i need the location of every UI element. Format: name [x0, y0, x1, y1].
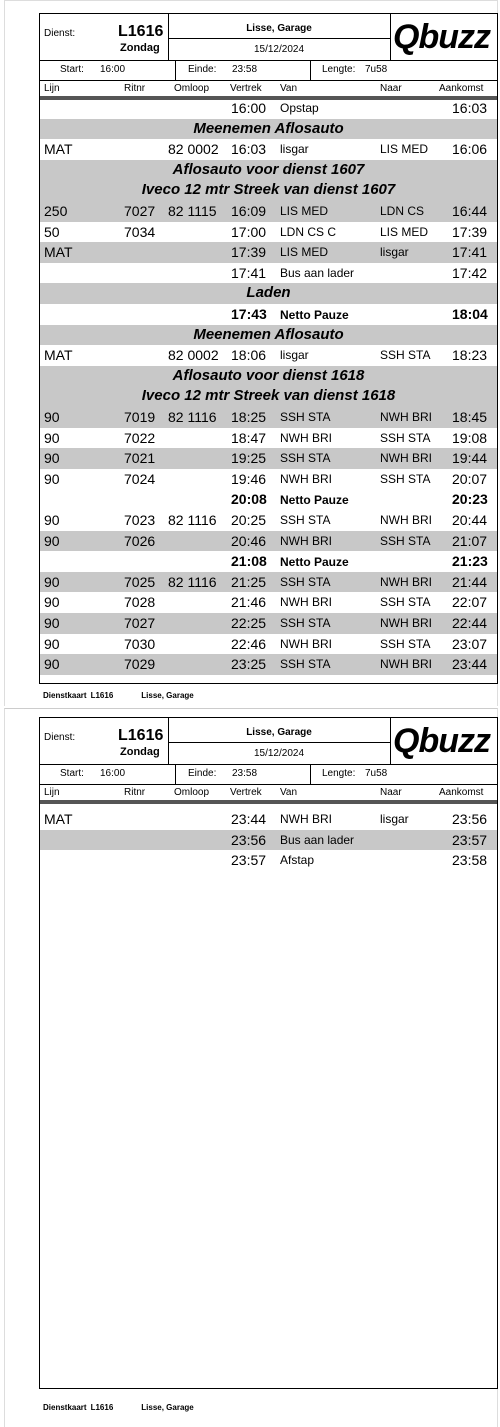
omloop-cell: 82 1115 — [168, 203, 217, 219]
omloop-cell: 82 1116 — [168, 512, 217, 528]
section-title: Meenemen Aflosauto — [193, 119, 344, 137]
trip-row — [40, 531, 497, 552]
van-cell: lisgar — [280, 348, 309, 363]
naar-cell: SSH STA — [380, 430, 431, 445]
naar-cell: LDN CS — [380, 204, 425, 218]
col-ritnr: Ritnr — [124, 83, 146, 94]
van-cell: SSH STA — [280, 657, 331, 672]
trip-row — [40, 242, 497, 263]
trip-row — [40, 654, 497, 675]
van-cell: NWH BRI — [280, 471, 332, 486]
aankomst-cell: 21:07 — [452, 532, 488, 549]
aankomst-cell: 18:23 — [452, 347, 488, 364]
lijn-cell: MAT — [44, 141, 73, 158]
vertrek-cell: 23:25 — [231, 656, 267, 673]
van-cell: lisgar — [280, 142, 309, 157]
naar-cell: NWH BRI — [380, 657, 432, 672]
footer-label: Dienstkaart — [43, 691, 87, 700]
pause-start: 21:08 — [231, 553, 267, 570]
col-naar: Naar — [380, 83, 402, 94]
footer-dienst: L1616 — [90, 691, 114, 700]
naar-cell: NWH BRI — [380, 451, 432, 466]
aankomst-cell: 16:06 — [452, 141, 488, 158]
start-value: 16:00 — [100, 768, 126, 779]
van-cell: SSH STA — [280, 410, 331, 424]
aankomst-cell: 19:44 — [452, 450, 488, 467]
van-cell: LIS MED — [280, 204, 329, 218]
col-van: Van — [280, 787, 298, 798]
vertrek-cell: 16:09 — [231, 203, 267, 219]
van-cell: NWH BRI — [280, 812, 332, 826]
col-aankomst: Aankomst — [439, 787, 484, 798]
trip-row — [40, 98, 497, 119]
col-omloop: Omloop — [174, 787, 210, 798]
vertrek-cell: 16:03 — [231, 141, 267, 158]
van-cell: NWH BRI — [280, 595, 332, 610]
section-title: Meenemen Aflosauto — [193, 325, 344, 343]
card-header — [40, 14, 497, 74]
trip-row — [40, 613, 497, 634]
col-vertrek: Vertrek — [230, 787, 262, 798]
start-label: Start: — [60, 768, 84, 779]
footer-label: Dienstkaart — [43, 1403, 87, 1412]
naar-cell: SSH STA — [380, 533, 431, 548]
lengte-label: Lengte: — [322, 768, 356, 779]
trip-row — [40, 850, 497, 871]
card-header — [40, 718, 497, 778]
trip-row — [40, 407, 497, 428]
pause-row — [40, 489, 497, 510]
vertrek-cell: 23:56 — [231, 831, 267, 848]
naar-cell: LIS MED — [380, 224, 429, 239]
naar-cell: NWH BRI — [380, 616, 432, 630]
lijn-cell: 90 — [44, 429, 60, 446]
pause-row — [40, 304, 497, 325]
vertrek-cell: 18:25 — [231, 409, 267, 425]
ritnr-cell: 7022 — [124, 429, 156, 446]
lijn-cell: MAT — [44, 811, 73, 827]
aankomst-cell: 17:39 — [452, 223, 488, 240]
dienst-code: L1616 — [118, 727, 164, 744]
vertrek-cell: 20:25 — [231, 512, 267, 528]
vertrek-cell: 22:25 — [231, 615, 267, 631]
trip-row — [40, 139, 497, 160]
dienst-code: L1616 — [118, 23, 164, 40]
col-lijn: Lijn — [44, 83, 60, 94]
lijn-cell: 90 — [44, 409, 60, 425]
ritnr-cell: 7028 — [124, 594, 156, 611]
vertrek-cell: 17:41 — [231, 264, 267, 281]
footer-dienst: L1616 — [90, 1403, 114, 1412]
vertrek-cell: 22:46 — [231, 635, 267, 652]
aankomst-cell: 16:44 — [452, 203, 488, 219]
lijn-cell: 90 — [44, 532, 60, 549]
section-title: Iveco 12 mtr Streek van dienst 1607 — [141, 181, 396, 199]
footer-locatie: Lisse, Garage — [141, 691, 194, 700]
col-van: Van — [280, 83, 298, 94]
lijn-cell: 90 — [44, 635, 60, 652]
einde-value: 23:58 — [232, 768, 258, 779]
lijn-cell: 90 — [44, 512, 60, 528]
col-omloop: Omloop — [174, 83, 210, 94]
col-vertrek: Vertrek — [230, 83, 262, 94]
lijn-cell: 50 — [44, 223, 60, 240]
vertrek-cell: 19:25 — [231, 450, 267, 467]
start-label: Start: — [60, 64, 84, 75]
col-ritnr: Ritnr — [124, 787, 146, 798]
dienst-label: Dienst: — [44, 28, 76, 39]
lijn-cell: 90 — [44, 470, 60, 487]
trip-row — [40, 592, 497, 613]
section-title: Iveco 12 mtr Streek van dienst 1618 — [141, 387, 396, 405]
van-cell: SSH STA — [280, 574, 331, 589]
naar-cell: lisgar — [380, 245, 409, 260]
einde-value: 23:58 — [232, 64, 258, 75]
trip-row — [40, 428, 497, 449]
section-header-row — [40, 325, 497, 346]
section-title: Laden — [246, 284, 291, 302]
lijn-cell: 90 — [44, 450, 60, 467]
col-lijn: Lijn — [44, 787, 60, 798]
van-cell: SSH STA — [280, 616, 331, 630]
ritnr-cell: 7024 — [124, 470, 156, 487]
dienstkaart-page-2 — [4, 708, 498, 1427]
van-cell: NWH BRI — [280, 430, 332, 445]
omloop-cell: 82 1116 — [168, 409, 217, 425]
section-header-row — [40, 283, 497, 304]
dienstkaart-page-1 — [4, 0, 498, 706]
pause-start: 17:43 — [231, 306, 267, 322]
van-cell: Bus aan lader — [280, 832, 355, 847]
lijn-cell: 90 — [44, 615, 60, 631]
locatie-label: Lisse, Garage — [246, 23, 312, 34]
ritnr-cell: 7027 — [124, 615, 156, 631]
ritnr-cell: 7029 — [124, 656, 156, 673]
einde-label: Einde: — [188, 768, 217, 779]
lengte-value: 7u58 — [365, 64, 388, 75]
lengte-value: 7u58 — [365, 768, 388, 779]
pause-start: 20:08 — [231, 491, 267, 508]
naar-cell: lisgar — [380, 812, 409, 826]
van-cell: LIS MED — [280, 245, 329, 260]
aankomst-cell: 23:58 — [452, 852, 488, 869]
aankomst-cell: 20:07 — [452, 470, 488, 487]
section-title: Aflosauto voor dienst 1618 — [172, 366, 365, 384]
ritnr-cell: 7027 — [124, 203, 156, 219]
van-cell: NWH BRI — [280, 533, 332, 548]
aankomst-cell: 23:56 — [452, 811, 488, 827]
section-header-row — [40, 160, 497, 181]
vertrek-cell: 20:46 — [231, 532, 267, 549]
section-header-row — [40, 366, 497, 387]
aankomst-cell: 22:07 — [452, 594, 488, 611]
trip-row — [40, 830, 497, 851]
lijn-cell: 90 — [44, 594, 60, 611]
pause-end: 20:23 — [452, 491, 488, 508]
ritnr-cell: 7026 — [124, 532, 156, 549]
aankomst-cell: 21:44 — [452, 573, 488, 590]
aankomst-cell: 22:44 — [452, 615, 488, 631]
pause-row — [40, 551, 497, 572]
dag-label: Zondag — [120, 746, 160, 758]
vertrek-cell: 23:44 — [231, 811, 267, 827]
pause-label: Netto Pauze — [280, 308, 349, 322]
omloop-cell: 82 1116 — [168, 573, 217, 590]
locatie-label: Lisse, Garage — [246, 727, 312, 738]
vertrek-cell: 23:57 — [231, 852, 267, 869]
van-cell: Opstap — [280, 101, 319, 115]
van-cell: Afstap — [280, 853, 315, 868]
section-title: Aflosauto voor dienst 1607 — [172, 160, 365, 178]
dienstkaart-frame — [39, 717, 498, 1389]
lijn-cell: MAT — [44, 244, 73, 261]
col-naar: Naar — [380, 787, 402, 798]
naar-cell: NWH BRI — [380, 410, 432, 424]
column-header-row — [40, 786, 497, 804]
aankomst-cell: 23:44 — [452, 656, 488, 673]
naar-cell: SSH STA — [380, 471, 431, 486]
van-cell: NWH BRI — [280, 636, 332, 651]
aankomst-cell: 17:41 — [452, 244, 488, 261]
trip-row — [40, 448, 497, 469]
van-cell: LDN CS C — [280, 224, 337, 239]
footer-locatie: Lisse, Garage — [141, 1403, 194, 1412]
aankomst-cell: 23:57 — [452, 831, 488, 848]
lijn-cell: 250 — [44, 203, 68, 219]
pause-label: Netto Pauze — [280, 493, 349, 508]
col-aankomst: Aankomst — [439, 83, 484, 94]
lengte-label: Lengte: — [322, 64, 356, 75]
trip-row — [40, 222, 497, 243]
datum-label: 15/12/2024 — [253, 748, 305, 759]
dienst-label: Dienst: — [44, 732, 76, 743]
aankomst-cell: 17:42 — [452, 264, 488, 281]
naar-cell: NWH BRI — [380, 513, 432, 527]
vertrek-cell: 21:46 — [231, 594, 267, 611]
pause-label: Netto Pauze — [280, 555, 349, 570]
vertrek-cell: 17:00 — [231, 223, 267, 240]
naar-cell: SSH STA — [380, 636, 431, 651]
ritnr-cell: 7019 — [124, 409, 156, 425]
van-cell: SSH STA — [280, 451, 331, 466]
dienstkaart-frame — [39, 13, 498, 684]
van-cell: SSH STA — [280, 513, 331, 527]
einde-label: Einde: — [188, 64, 217, 75]
vertrek-cell: 17:39 — [231, 244, 267, 261]
section-header-row — [40, 180, 497, 201]
naar-cell: LIS MED — [380, 142, 429, 157]
vertrek-cell: 16:00 — [231, 100, 267, 116]
omloop-cell: 82 0002 — [168, 141, 219, 158]
aankomst-cell: 16:03 — [452, 100, 488, 116]
trip-row — [40, 345, 497, 366]
ritnr-cell: 7021 — [124, 450, 156, 467]
pause-end: 21:23 — [452, 553, 488, 570]
aankomst-cell: 23:07 — [452, 635, 488, 652]
section-header-row — [40, 119, 497, 140]
start-value: 16:00 — [100, 64, 126, 75]
vertrek-cell: 18:47 — [231, 429, 267, 446]
footer-page-1 — [43, 691, 216, 700]
footer-page-2 — [43, 1403, 216, 1412]
naar-cell: SSH STA — [380, 595, 431, 610]
qbuzz-logo: Qbuzz — [393, 722, 490, 760]
naar-cell: NWH BRI — [380, 574, 432, 589]
trip-row — [40, 510, 497, 531]
ritnr-cell: 7025 — [124, 573, 156, 590]
vertrek-cell: 21:25 — [231, 573, 267, 590]
trip-row — [40, 572, 497, 593]
omloop-cell: 82 0002 — [168, 347, 219, 364]
trip-row — [40, 634, 497, 655]
aankomst-cell: 18:45 — [452, 409, 488, 425]
ritnr-cell: 7034 — [124, 223, 156, 240]
lijn-cell: 90 — [44, 573, 60, 590]
lijn-cell: 90 — [44, 656, 60, 673]
section-header-row — [40, 386, 497, 407]
ritnr-cell: 7030 — [124, 635, 156, 652]
trip-row — [40, 809, 497, 830]
vertrek-cell: 19:46 — [231, 470, 267, 487]
aankomst-cell: 20:44 — [452, 512, 488, 528]
ritnr-cell: 7023 — [124, 512, 156, 528]
naar-cell: SSH STA — [380, 348, 431, 363]
vertrek-cell: 18:06 — [231, 347, 267, 364]
trip-row — [40, 469, 497, 490]
pause-end: 18:04 — [452, 306, 488, 322]
van-cell: Bus aan lader — [280, 265, 355, 280]
datum-label: 15/12/2024 — [253, 44, 305, 55]
dag-label: Zondag — [120, 42, 160, 54]
lijn-cell: MAT — [44, 347, 73, 364]
qbuzz-logo: Qbuzz — [393, 18, 490, 56]
aankomst-cell: 19:08 — [452, 429, 488, 446]
trip-row — [40, 263, 497, 284]
trip-row — [40, 201, 497, 222]
